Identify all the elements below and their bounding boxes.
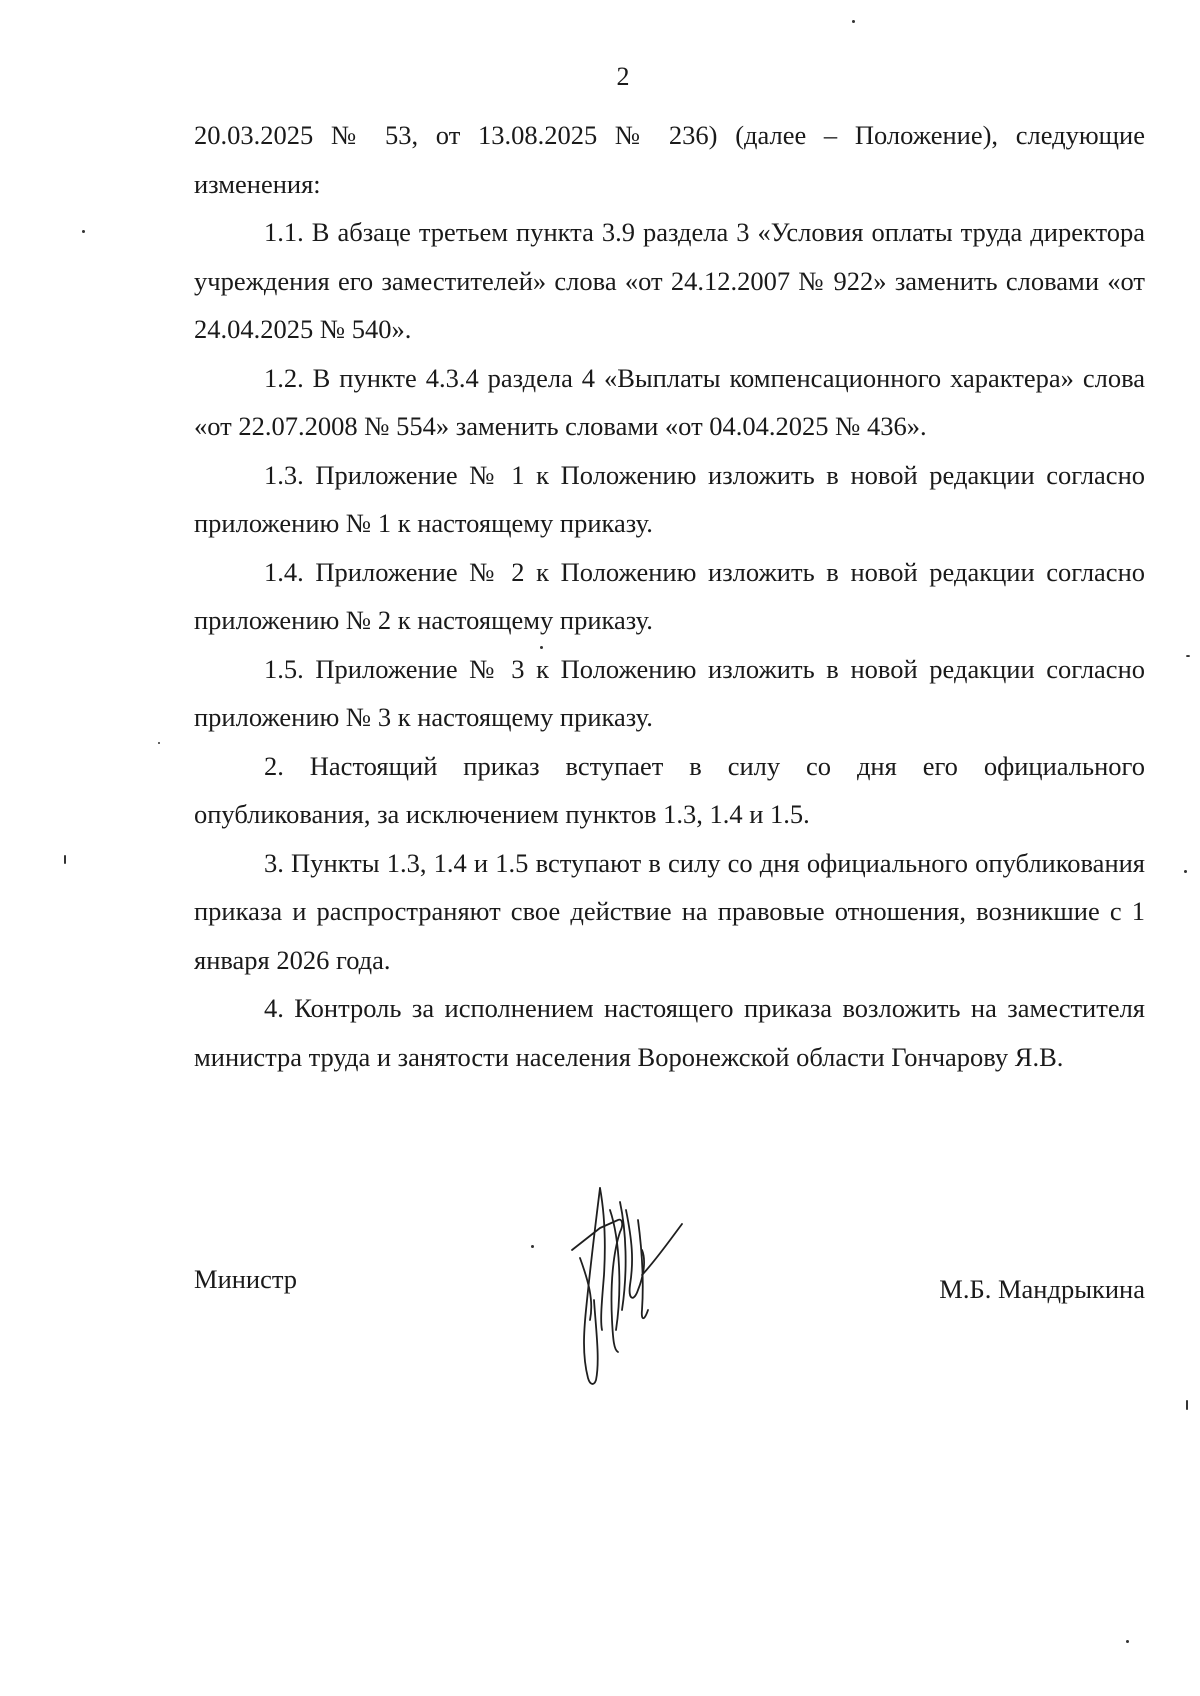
signatory-title: Министр bbox=[194, 1264, 298, 1294]
page-number: 2 bbox=[616, 62, 630, 91]
handwritten-signature-icon bbox=[560, 1180, 690, 1390]
document-body bbox=[194, 111, 1145, 1081]
paragraph-item-1-3: 1.3. Приложение № 1 к Положению изложить в новой редакции согласно приложению № 1 к настоящему приказу. bbox=[194, 459, 1145, 538]
signatory-name: М.Б. Мандрыкина bbox=[939, 1274, 1145, 1304]
paragraph-intro: 20.03.2025 № 53, от 13.08.2025 № 236) (далее – Положение), следующие изменения: bbox=[194, 120, 1145, 199]
paragraph-item-2: 2. Настоящий приказ вступает в силу со дня его официального опубликования, за исключением пунктов 1.3, 1.4 и 1.5. bbox=[194, 750, 1145, 829]
paragraph-item-3: 3. Пункты 1.3, 1.4 и 1.5 вступают в силу со дня официального опубликования приказа и распространяют свое действие на правовые отношения, возникшие с 1 января 2026 года. bbox=[194, 847, 1145, 975]
scan-speck bbox=[82, 230, 85, 233]
paragraph-item-1-2: 1.2. В пункте 4.3.4 раздела 4 «Выплаты компенсационного характера» слова «от 22.07.2008 № 554» заменить словами «от 04.04.2025 № 436». bbox=[194, 362, 1145, 441]
paragraph-item-1-1: 1.1. В абзаце третьем пункта 3.9 раздела 3 «Условия оплаты труда директора учреждения его заместителей» слова «от 24.12.2007 № 922» заменить словами «от 24.04.2025 № 540». bbox=[194, 217, 1145, 344]
scan-speck bbox=[1126, 1640, 1129, 1643]
scan-speck bbox=[540, 646, 543, 649]
scan-speck bbox=[1186, 655, 1190, 657]
scan-speck bbox=[1186, 1400, 1188, 1410]
scan-speck bbox=[531, 1245, 534, 1248]
paragraph-item-1-4: 1.4. Приложение № 2 к Положению изложить в новой редакции согласно приложению № 2 к настоящему приказу. bbox=[194, 556, 1145, 635]
paragraph-item-1-5: 1.5. Приложение № 3 к Положению изложить в новой редакции согласно приложению № 3 к настоящему приказу. bbox=[194, 653, 1145, 732]
paragraph-item-4: 4. Контроль за исполнением настоящего приказа возложить на заместителя министра труда и занятости населения Воронежской области Гончарову Я.В. bbox=[194, 993, 1145, 1072]
scan-speck bbox=[64, 855, 66, 864]
scan-speck bbox=[852, 20, 855, 23]
scan-speck bbox=[1184, 870, 1187, 873]
scan-speck bbox=[158, 742, 160, 744]
